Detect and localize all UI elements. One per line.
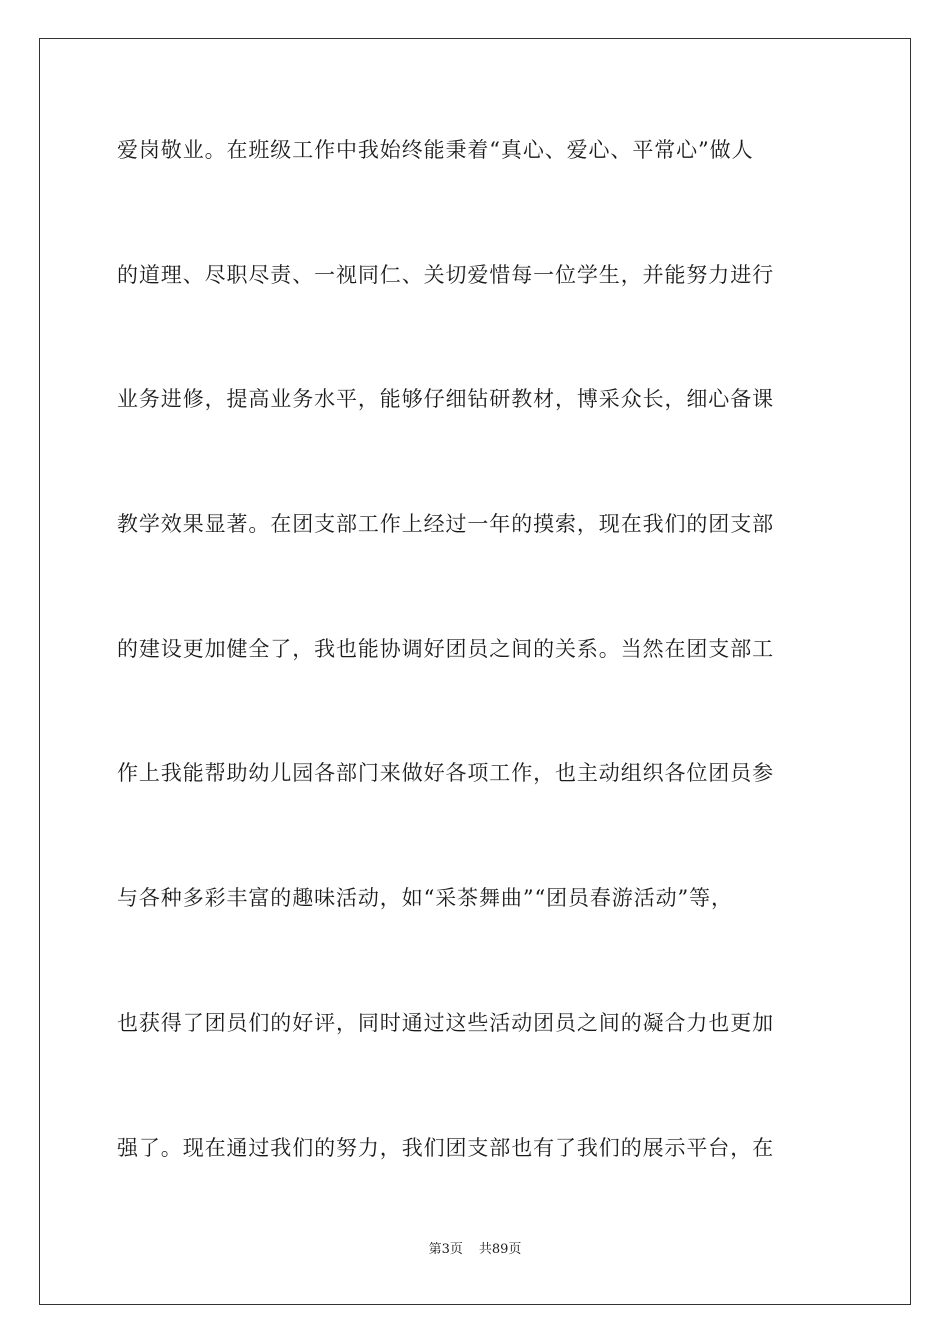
page-number: 第3页	[428, 1242, 463, 1257]
text-line: 作上我能帮助幼儿园各部门来做好各项工作，也主动组织各位团员参	[117, 761, 774, 786]
text-line: 业务进修，提高业务水平，能够仔细钻研教材，博采众长，细心备课	[117, 387, 774, 412]
text-line: 也获得了团员们的好评，同时通过这些活动团员之间的凝合力也更加	[117, 1010, 774, 1035]
text-line: 与各种多彩丰富的趣味活动，如“采茶舞曲”“团员春游活动”等，	[117, 886, 733, 911]
page-total: 共89页	[478, 1242, 522, 1257]
text-line: 的建设更加健全了，我也能协调好团员之间的关系。当然在团支部工	[117, 636, 774, 661]
text-line: 的道理、尽职尽责、一视同仁、关切爱惜每一位学生，并能努力进行	[117, 262, 774, 287]
text-line: 教学效果显著。在团支部工作上经过一年的摸索，现在我们的团支部	[117, 512, 774, 537]
text-line: 强了。现在通过我们的努力，我们团支部也有了我们的展示平台，在	[117, 1135, 774, 1160]
document-body	[117, 128, 833, 1250]
page-footer	[0, 1240, 950, 1260]
text-line: 爱岗敬业。在班级工作中我始终能秉着“真心、爱心、平常心”做人	[117, 138, 754, 162]
